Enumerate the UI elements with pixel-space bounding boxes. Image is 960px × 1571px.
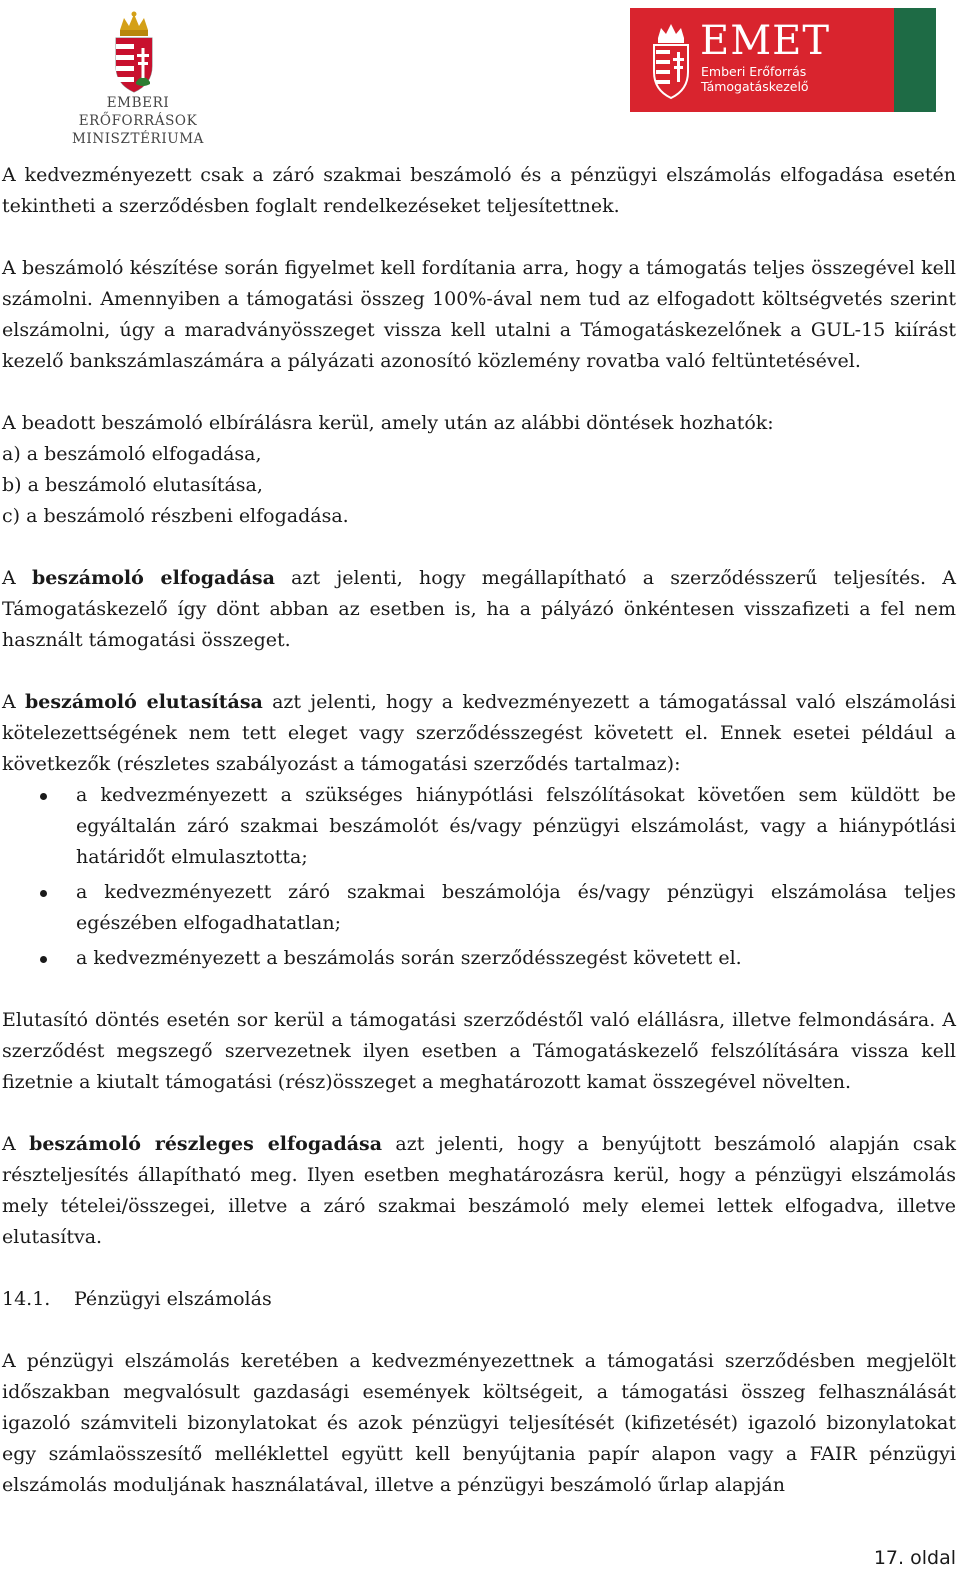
bullet-icon (40, 956, 47, 963)
list-item: a kedvezményezett a beszámolás során szerződésszegést követett el. (2, 943, 956, 974)
section-number: 14.1. (2, 1288, 51, 1310)
hungarian-coat-of-arms-icon (648, 20, 694, 100)
paragraph-decisions-intro: A beadott beszámoló elbírálásra kerül, amely után az alábbi döntések hozhatók: (2, 412, 774, 434)
emmi-logo (48, 10, 228, 147)
emmi-wordmark: EMBERI ERŐFORRÁSOK MINISZTÉRIUMA (71, 95, 205, 147)
rejection-cases-list (2, 780, 956, 974)
paragraph-financial-settlement: A pénzügyi elszámolás keretében a kedvezményezettnek a támogatási szerződésben megjelölt időszakban megvalósult gazdasági események költségeit, a támogatási összeg felhasználását igazoló számviteli bizonylatokat és azok pénzügyi teljesítését (kifizetését) igazoló bizonylatokat egy számlaösszesítő melléklettel együtt kell benyújtania papír alapon vagy a FAIR pénzügyi elszámolás moduljának használatával, illetve a pénzügyi beszámoló űrlap alapján (2, 1350, 956, 1496)
term-rejection: beszámoló elutasítása (24, 691, 263, 713)
list-item: a kedvezményezett a szükséges hiánypótlási felszólításokat követően sem küldött be egyáltalán záró szakmai beszámolót és/vagy pénzügyi elszámolást, vagy a hiánypótlási határidőt elmulasztotta; (2, 780, 956, 873)
term-partial-acceptance: beszámoló részleges elfogadása (29, 1133, 383, 1155)
emet-logo-title: EMET (700, 18, 831, 64)
bullet-icon (40, 793, 47, 800)
section-title: Pénzügyi elszámolás (74, 1288, 272, 1310)
paragraph-acceptance: A beszámoló elfogadása azt jelenti, hogy megállapítható a szerződésszerű teljesítés. A Támogatáskezelő így dönt abban az esetben is, ha a pályázó önkéntesen visszafizeti a fel nem használt támogatási összeget. (2, 567, 956, 651)
list-item: a kedvezményezett záró szakmai beszámolója és/vagy pénzügyi elszámolása teljes egészében elfogadhatatlan; (2, 877, 956, 939)
bullet-icon (40, 890, 47, 897)
paragraph-partial-acceptance: A beszámoló részleges elfogadása azt jelenti, hogy a benyújtott beszámoló alapján csak részteljesítés állapítható meg. Ilyen esetben meghatározásra kerül, hogy a pénzügyi elszámolás mely tételei/összegei, illetve a záró szakmai beszámoló mely elemei lettek elfogadva, illetve elutasítva. (2, 1133, 956, 1248)
decision-option: b) a beszámoló elutasítása, (2, 474, 263, 496)
emet-logo-subtitle: Emberi Erőforrás Támogatáskezelő (701, 64, 809, 94)
term-acceptance: beszámoló elfogadása (31, 567, 275, 589)
paragraph-acceptance-condition: A kedvezményezett csak a záró szakmai beszámoló és a pénzügyi elszámolás elfogadása esetén tekintheti a szerződésben foglalt rendelkezéseket teljesítettnek. (2, 164, 956, 217)
paragraph-rejection-consequence: Elutasító döntés esetén sor kerül a támogatási szerződéstől való elállásra, illetve felmondására. A szerződést megszegő szervezetnek ilyen esetben a Támogatáskezelő felszólítására vissza kell fizetnie a kiutalt támogatási (rész)összeget a meghatározott kamat összegével növelten. (2, 1009, 956, 1093)
emet-logo-green-band (894, 8, 936, 112)
page-number: 17. oldal (873, 1547, 956, 1569)
page-header (0, 0, 960, 147)
decision-options-list (2, 439, 956, 532)
hungarian-coat-of-arms-icon (110, 10, 158, 94)
decision-option: a) a beszámoló elfogadása, (2, 443, 262, 465)
emet-logo (630, 8, 936, 112)
paragraph-rejection: A beszámoló elutasítása azt jelenti, hogy a kedvezményezett a támogatással való elszámolási kötelezettségének nem tett eleget vagy szerződésszegést követett el. Ennek esetei például a következők (részletes szabályozást a támogatási szerződés tartalmaz): (2, 691, 956, 775)
document-body (2, 160, 956, 1532)
paragraph-full-amount: A beszámoló készítése során figyelmet kell fordítania arra, hogy a támogatás teljes összegével kell számolni. Amennyiben a támogatási összeg 100%-ával nem tud az elfogadott költségvetés szerint elszámolni, úgy a maradványösszeget vissza kell utalni a Támogatáskezelőnek a GUL-15 kiírást kezelő bankszámlaszámára a pályázati azonosító közlemény rovatba való feltüntetésével. (2, 257, 956, 372)
section-heading (2, 1284, 956, 1315)
decision-option: c) a beszámoló részbeni elfogadása. (2, 505, 349, 527)
